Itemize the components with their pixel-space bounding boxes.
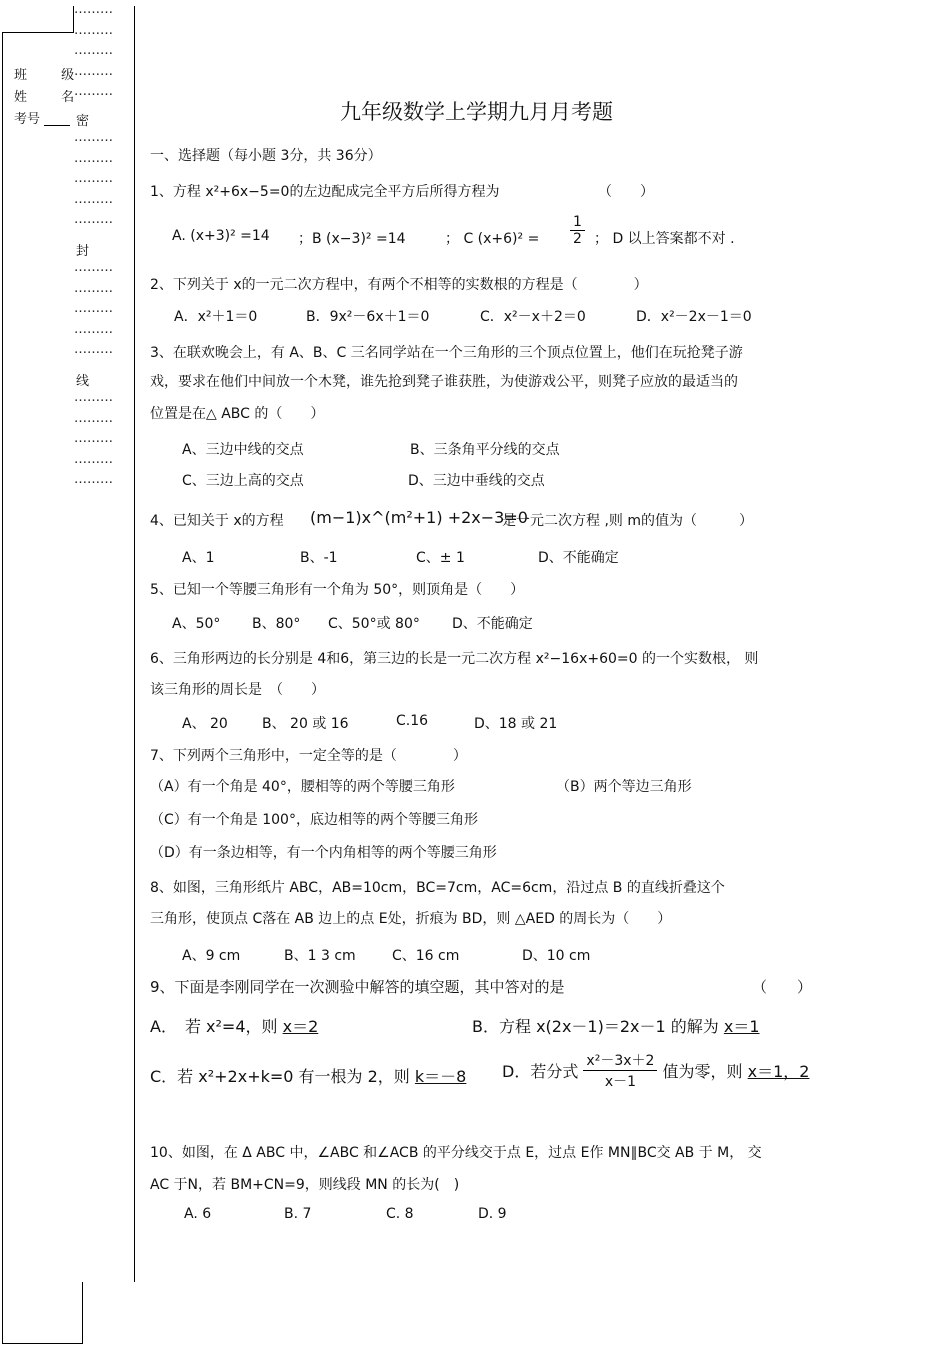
q9-stem: 9、下面是李刚同学在一次测验中解答的填空题，其中答对的是	[150, 978, 565, 996]
q4-equation: (m−1)x^(m²+1) +2x−3=0	[310, 508, 528, 527]
q9-a-text: A． 若 x²=4，则	[150, 1017, 278, 1036]
q6-line2: 该三角形的周长是 （ ）	[150, 682, 325, 698]
q9-d-fraction	[583, 1050, 657, 1091]
section-heading: 一、选择题（每小题 3分，共 36分）	[150, 148, 382, 164]
seal-dots-bottom: ……… ……… ……… ……… ………	[74, 390, 113, 488]
q3-option-a: A、三边中线的交点	[182, 442, 304, 458]
q9-d-text: D．若分式	[502, 1062, 579, 1081]
q1-option-b: ；B (x−3)² =14	[298, 231, 406, 247]
q8-line2: 三角形，使顶点 C落在 AB 边上的点 E处，折痕为 BD，则 △AED 的周长为（ ）	[150, 911, 672, 927]
seal-dots-middle: ……… ……… ……… ……… ………	[74, 130, 113, 228]
q10-line1: 10、如图，在 Δ ABC 中，∠ABC 和∠ACB 的平分线交于点 E，过点 E作 MN∥BC交 AB 于 M， 交	[150, 1145, 762, 1161]
binding-top-border	[2, 32, 74, 33]
exam-no-line	[44, 125, 70, 126]
q8-option-b: B、1 3 cm	[284, 948, 356, 964]
q7-option-b: （B）两个等边三角形	[556, 779, 692, 795]
q1-option-c: ； C (x+6)² =	[445, 231, 540, 247]
q1-paren: （ ）	[598, 184, 654, 200]
q6-option-c: C.16	[396, 713, 429, 729]
binding-left-border	[2, 32, 3, 1344]
q9-c-answer: k＝－8	[414, 1067, 467, 1086]
q2-option-b: B．9x²－6x＋1＝0	[306, 309, 430, 325]
q9-d-answer: x＝1，2	[747, 1062, 810, 1081]
q6-option-b: B、 20 或 16	[262, 716, 349, 732]
q9-option-b	[472, 1014, 760, 1037]
q10-line2: AC 于N，若 BM+CN=9，则线段 MN 的长为( )	[150, 1177, 460, 1193]
q9-option-d	[502, 1050, 809, 1091]
q2-option-d: D．x²－2x－1＝0	[636, 309, 752, 325]
q6-option-d: D、18 或 21	[474, 716, 558, 732]
q9-d-mid: 值为零，则	[662, 1062, 743, 1081]
q4-option-a: A、1	[182, 550, 215, 566]
seal-char-feng: 封	[76, 244, 90, 259]
q10-option-b: B. 7	[284, 1206, 312, 1222]
binding-inner-border	[82, 1282, 83, 1344]
binding-right-border	[134, 6, 135, 1282]
q7-option-a: （A）有一个角是 40°，腰相等的两个等腰三角形	[150, 779, 455, 795]
q9-paren: （ ）	[752, 978, 813, 996]
binding-bottom-border	[2, 1343, 82, 1344]
q2-stem: 2、下列关于 x的一元二次方程中，有两个不相等的实数根的方程是（ ）	[150, 277, 648, 293]
seal-char-xian: 线	[76, 374, 90, 389]
exam-no-label: 考号	[14, 112, 41, 127]
q9-a-answer: x＝2	[282, 1017, 319, 1036]
q9-option-c	[150, 1064, 466, 1087]
q4-stem-a: 4、已知关于 x的方程	[150, 513, 284, 529]
q10-option-c: C. 8	[386, 1206, 414, 1222]
seal-dots-lower: ……… ……… ……… ……… ………	[74, 260, 113, 358]
q1-c-numerator: 1	[570, 214, 585, 231]
seal-char-mi: 密	[76, 114, 90, 129]
q4-option-c: C、± 1	[416, 550, 465, 566]
page-title: 九年级数学上学期九月月考题	[340, 100, 613, 124]
q8-line1: 8、如图，三角形纸片 ABC，AB=10cm，BC=7cm，AC=6cm，沿过点 B 的直线折叠这个	[150, 880, 725, 896]
q4-stem-b: 是一元二次方程 ,则 m的值为（ ）	[502, 513, 753, 529]
q1-option-a: A. (x+3)² =14	[172, 228, 270, 244]
q9-c-text: C．若 x²+2x+k=0 有一根为 2，则	[150, 1067, 410, 1086]
q10-option-d: D. 9	[478, 1206, 507, 1222]
q1-option-c-fraction	[570, 214, 585, 247]
q8-option-d: D、10 cm	[522, 948, 591, 964]
q3-line2: 戏，要求在他们中间放一个木凳，谁先抢到凳子谁获胜，为使游戏公平，则凳子应放的最适当的	[150, 374, 738, 390]
q5-option-c: C、50°或 80°	[328, 616, 420, 632]
q8-option-c: C、16 cm	[392, 948, 460, 964]
seal-dots-top: ……… ……… ……… ……… ………	[74, 2, 113, 100]
name-label: 姓 名	[14, 90, 75, 105]
q1-option-d: ； D 以上答案都不对 .	[594, 231, 735, 247]
q3-line3: 位置是在△ ABC 的（ ）	[150, 406, 325, 422]
q8-option-a: A、9 cm	[182, 948, 241, 964]
q6-line1: 6、三角形两边的长分别是 4和6，第三边的长是一元二次方程 x²−16x+60=0 的一个实数根， 则	[150, 651, 759, 667]
q9-b-text: B．方程 x(2x－1)＝2x－1 的解为	[472, 1017, 719, 1036]
q3-option-d: D、三边中垂线的交点	[408, 473, 545, 489]
q9-d-numerator: x²－3x＋2	[583, 1050, 657, 1071]
q3-option-c: C、三边上高的交点	[182, 473, 304, 489]
q9-d-denominator: x－1	[604, 1074, 637, 1090]
q6-option-a: A、 20	[182, 716, 228, 732]
q2-option-c: C．x²－x＋2＝0	[480, 309, 586, 325]
q5-option-b: B、80°	[252, 616, 301, 632]
q1-c-denominator: 2	[573, 231, 582, 247]
q4-option-b: B、-1	[300, 550, 338, 566]
q5-option-d: D、不能确定	[452, 616, 533, 632]
q7-option-c: （C）有一个角是 100°，底边相等的两个等腰三角形	[150, 812, 478, 828]
q7-option-d: （D）有一条边相等，有一个内角相等的两个等腰三角形	[150, 845, 497, 861]
q9-option-a	[150, 1014, 318, 1037]
q2-option-a: A．x²＋1＝0	[174, 309, 258, 325]
q7-stem: 7、下列两个三角形中，一定全等的是（ ）	[150, 748, 467, 764]
q5-stem: 5、已知一个等腰三角形有一个角为 50°，则顶角是（ ）	[150, 582, 525, 598]
q9-b-answer: x＝1	[723, 1017, 760, 1036]
q3-line1: 3、在联欢晚会上，有 A、B、C 三名同学站在一个三角形的三个顶点位置上，他们在玩抢凳子游	[150, 345, 743, 361]
q10-option-a: A. 6	[184, 1206, 212, 1222]
class-label: 班 级	[14, 68, 75, 83]
q1-stem: 1、方程 x²+6x−5=0的左边配成完全平方后所得方程为	[150, 184, 500, 200]
q3-option-b: B、三条角平分线的交点	[410, 442, 560, 458]
q5-option-a: A、50°	[172, 616, 221, 632]
q4-option-d: D、不能确定	[538, 550, 619, 566]
